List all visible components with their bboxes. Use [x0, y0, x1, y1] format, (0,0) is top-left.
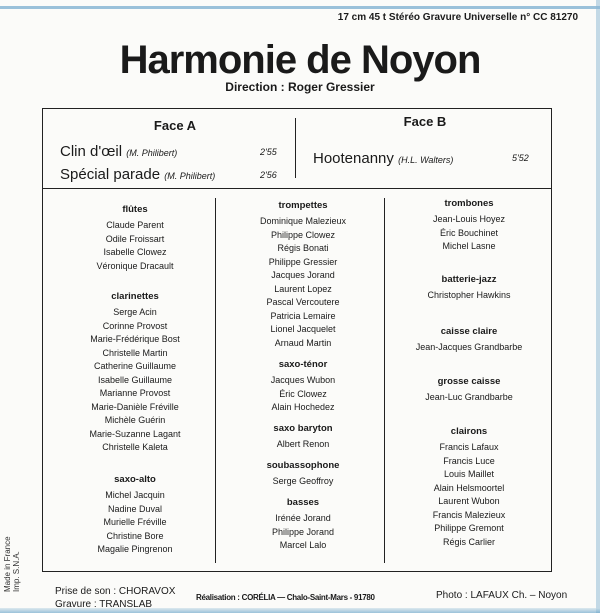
musician-name: Alain Hochedez [271, 402, 335, 412]
musician-name: Nadine Duval [107, 503, 163, 514]
musician-name: Odile Froissart [105, 233, 165, 244]
track [60, 143, 177, 160]
track-composer: (H.L. Walters) [398, 155, 454, 165]
section-title: grosse caisse [437, 376, 501, 387]
musician-name: Christelle Kaleta [102, 442, 168, 452]
musician-name: Irénée Jorand [275, 513, 331, 523]
musician-name: Éric Clowez [279, 388, 327, 399]
section-batterie-jazz [389, 274, 549, 303]
track-composer: (M. Philibert) [126, 148, 178, 158]
musician-name: Marie-Suzanne Lagant [89, 428, 181, 439]
track-duration: 5'52 [512, 153, 529, 163]
musician-name: Christopher Hawkins [427, 290, 511, 300]
section-grosse-caisse [389, 376, 549, 405]
musician-name: Murielle Fréville [103, 517, 167, 527]
divider [384, 198, 385, 563]
section-saxo-alto [55, 474, 215, 557]
musician-name: Catherine Guillaume [93, 361, 177, 371]
musician-name: Philippe Gressier [268, 256, 338, 267]
divider [295, 118, 296, 178]
track-duration: 2'55 [260, 147, 277, 157]
musician-name: Serge Geoffroy [272, 476, 334, 486]
track-title: Clin d'œil [60, 143, 123, 160]
musician-name: Arnaud Martin [274, 337, 332, 348]
section-title: caisse claire [440, 326, 498, 337]
track-title: Spécial parade [60, 166, 161, 183]
section-title: trompettes [278, 200, 328, 211]
divider [215, 198, 216, 563]
section-trombones [389, 198, 549, 254]
section-title: batterie-jazz [441, 274, 497, 285]
musician-name: Marcel Lalo [279, 540, 327, 550]
section-title: basses [286, 497, 320, 508]
musician-name: Magalie Pingrenon [97, 544, 173, 554]
section-basses [223, 497, 383, 553]
musician-name: Patricia Lemaire [270, 310, 336, 321]
musician-name: Corinne Provost [102, 320, 168, 331]
musician-name: Michèle Guérin [104, 415, 166, 425]
musician-name: Jean-Louis Hoyez [432, 214, 506, 224]
musician-name: Jean-Jacques Grandbarbe [415, 342, 523, 352]
catalog-number: 17 cm 45 t Stéréo Gravure Universelle n° CC 81270 [337, 12, 578, 23]
sleeve-edge [0, 6, 600, 9]
musician-name: Isabelle Clowez [103, 247, 167, 257]
musician-name: Véronique Dracault [96, 260, 174, 271]
musician-name: Régis Carlier [442, 536, 495, 547]
musician-name: Isabelle Guillaume [97, 374, 173, 385]
section-clairons [389, 426, 549, 549]
section-title: clairons [450, 426, 488, 437]
section-soubassophone [223, 460, 383, 489]
track-duration: 2'56 [260, 170, 277, 180]
section-title: trombones [444, 198, 494, 209]
section-title: clarinettes [111, 291, 159, 302]
engraving-credit: Gravure : TRANSLAB [55, 599, 153, 610]
musician-name: Alain Helsmoortel [433, 482, 505, 493]
musician-name: Philippe Clowez [270, 229, 336, 240]
musician-name: Albert Renon [276, 439, 330, 449]
musician-name: Christine Bore [106, 530, 164, 541]
musician-name: Christelle Martin [102, 347, 168, 358]
side-print [3, 536, 21, 592]
face-b-label: Face B [403, 114, 447, 129]
album-title: Harmonie de Noyon [119, 38, 481, 82]
photo-credit: Photo : LAFAUX Ch. – Noyon [436, 590, 568, 601]
track-composer: (M. Philibert) [164, 171, 216, 181]
section-title: saxo-ténor [278, 359, 328, 370]
musician-name: Francis Lafaux [439, 442, 499, 452]
musician-name: Francis Malezieux [432, 509, 506, 520]
section-trompettes [223, 200, 383, 350]
musician-name: Laurent Wubon [438, 496, 500, 506]
track-title: Hootenanny [313, 150, 394, 167]
musician-name: Louis Maillet [443, 469, 495, 479]
production-credit: Réalisation : CORÉLIA — Chalo-Saint-Mars - 91780 [196, 593, 375, 602]
musician-name: Lionel Jacquelet [270, 324, 336, 334]
musician-name: Michel Jacquin [105, 490, 165, 500]
conductor: Direction : Roger Gressier [225, 80, 375, 94]
section-caisse-claire [389, 326, 549, 355]
musician-name: Serge Acin [113, 307, 157, 317]
face-a-label: Face A [153, 118, 197, 133]
track [60, 166, 215, 183]
musician-name: Marie-Frédérique Bost [90, 334, 180, 344]
musician-name: Jean-Luc Grandbarbe [425, 392, 513, 402]
musician-name: Michel Lasne [442, 241, 496, 251]
musician-name: Régis Bonati [277, 243, 329, 253]
musician-name: Philippe Jorand [271, 526, 335, 537]
musician-name: Marianne Provost [99, 388, 171, 398]
musician-name: Pascal Vercoutere [266, 297, 340, 307]
made-in: Made in France [3, 536, 12, 592]
musician-name: Claude Parent [106, 220, 164, 230]
sound-credit: Prise de son : CHORAVOX [55, 586, 176, 597]
musician-name: Francis Luce [443, 455, 495, 466]
section-flûtes [55, 204, 215, 273]
section-title: saxo-alto [114, 474, 156, 485]
section-title: saxo baryton [273, 423, 333, 434]
section-saxo-baryton [223, 423, 383, 452]
section-clarinettes [55, 291, 215, 455]
musician-name: Laurent Lopez [274, 283, 332, 294]
divider [42, 188, 552, 189]
musician-name: Dominique Malezieux [259, 216, 347, 226]
section-title: soubassophone [266, 460, 340, 471]
section-title: flûtes [122, 204, 148, 215]
printer: Imp. S.N.A. [12, 551, 21, 592]
musician-name: Jacques Wubon [270, 375, 336, 385]
musician-name: Jacques Jorand [271, 270, 335, 280]
track [313, 150, 453, 167]
musician-name: Marie-Danièle Fréville [91, 401, 179, 412]
section-saxo-ténor [223, 359, 383, 415]
musician-name: Éric Bouchinet [439, 227, 499, 238]
musician-name: Philippe Gremont [434, 523, 504, 533]
